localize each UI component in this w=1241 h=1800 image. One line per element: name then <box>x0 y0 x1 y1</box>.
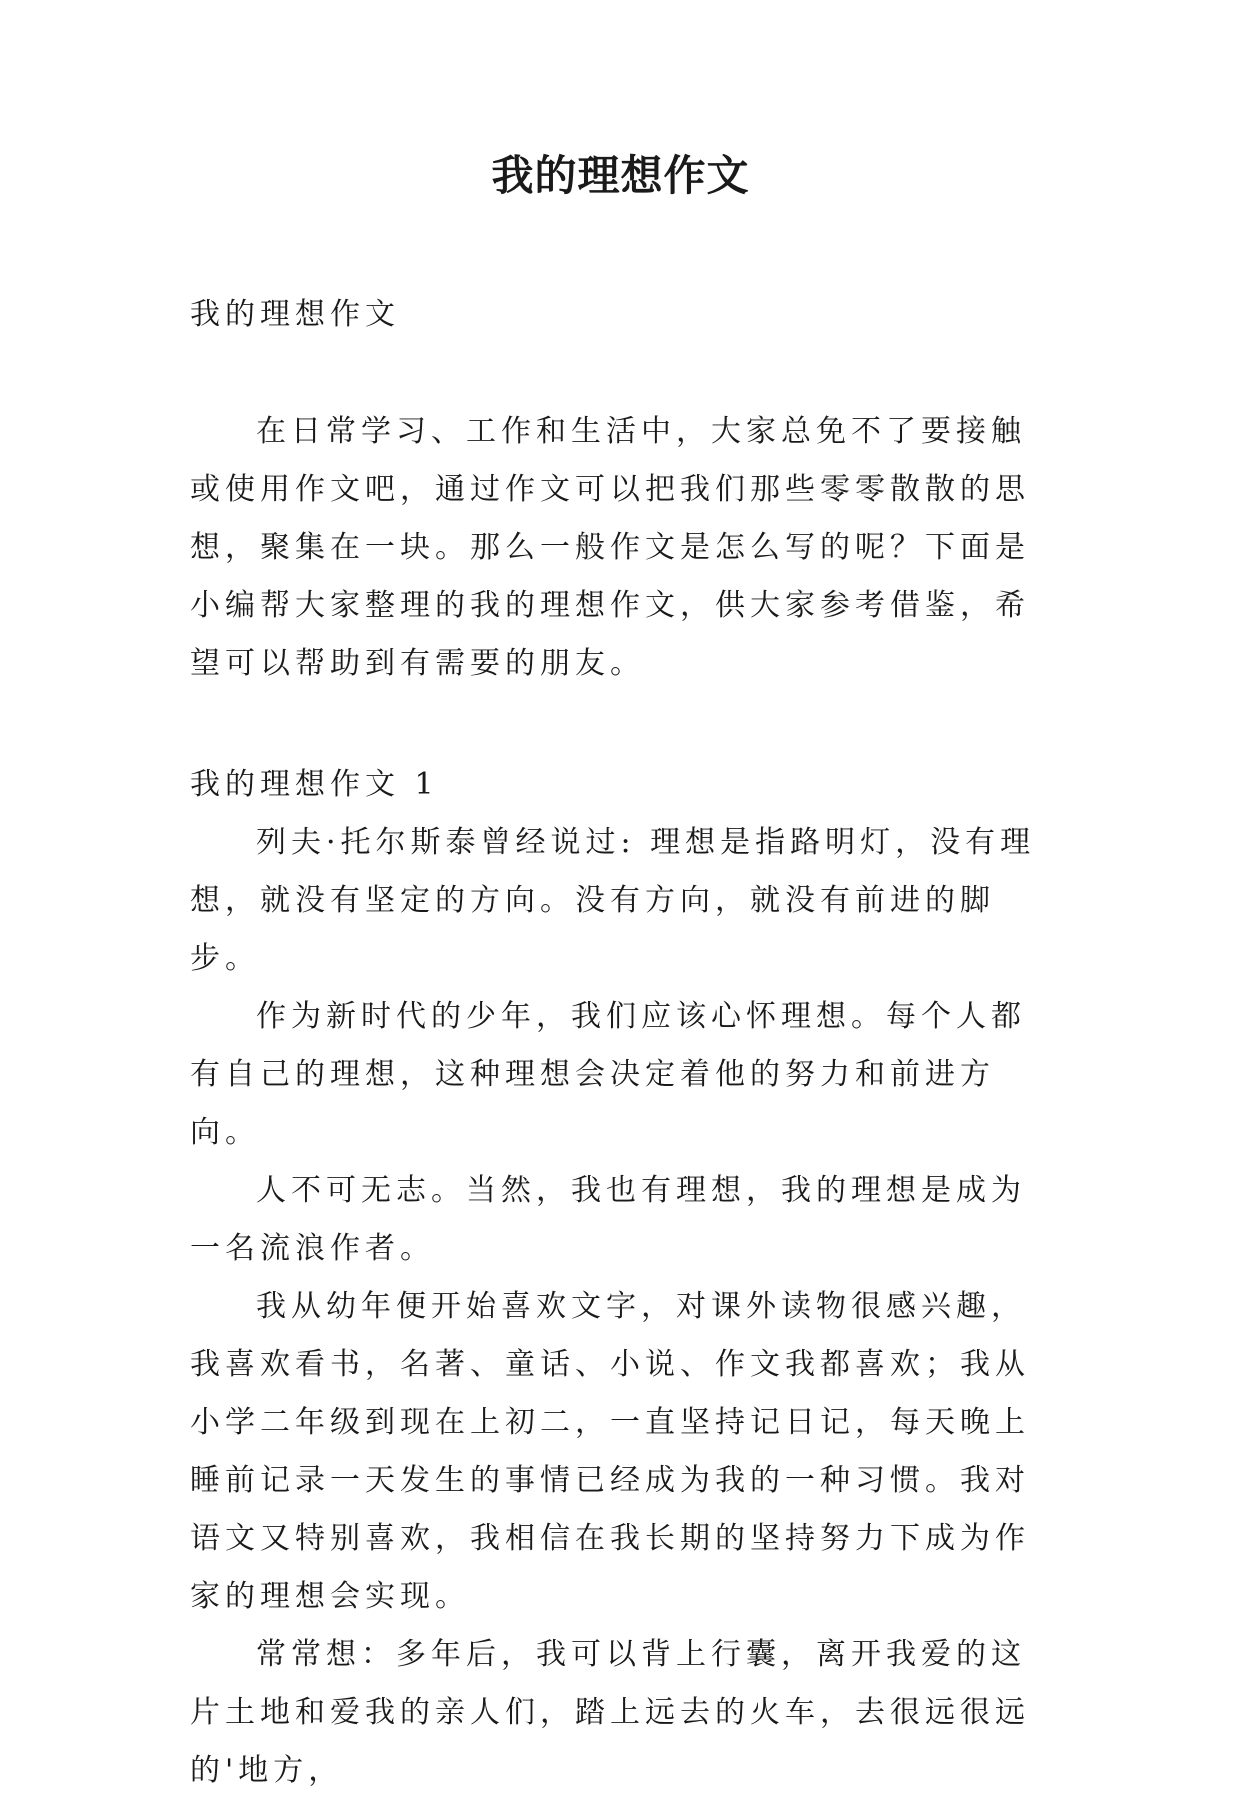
paragraph-ambition: 人不可无志。当然，我也有理想，我的理想是成为一名流浪作者。 <box>190 1173 1026 1266</box>
paragraph-quote: 列夫·托尔斯泰曾经说过: 理想是指路明灯，没有理想，就没有坚定的方向。没有方向，就没有前进的脚步。 <box>190 825 1036 976</box>
paragraph-reading: 我从幼年便开始喜欢文字，对课外读物很感兴趣，我喜欢看书，名著、童话、小说、作文我都喜欢；我从小学二年级到现在上初二，一直坚持记日记，每天晚上睡前记录一天发生的事情已经成为我的一种习惯。我对语文又特别喜欢，我相信在我长期的坚持努力下成为作家的理想会实现。 <box>190 1289 1030 1614</box>
page-title: 我的理想作文 <box>491 151 750 200</box>
paragraph-youth: 作为新时代的少年，我们应该心怀理想。每个人都有自己的理想，这种理想会决定着他的努力和前进方向。 <box>190 999 1026 1150</box>
section-heading: 我的理想作文 1 <box>190 767 439 802</box>
intro-paragraph: 在日常学习、工作和生活中，大家总免不了要接触或使用作文吧，通过作文可以把我们那些零零散散的思想，聚集在一块。那么一般作文是怎么写的呢？下面是小编帮大家整理的我的理想作文，供大家参考借鉴，希望可以帮助到有需要的朋友。 <box>190 414 1030 681</box>
document-subtitle: 我的理想作文 <box>190 297 400 332</box>
paragraph-dream: 常常想：多年后，我可以背上行囊，离开我爱的这片土地和爱我的亲人们，踏上远去的火车，去很远很远的'地方， <box>190 1637 1030 1788</box>
section-body <box>190 814 1060 1800</box>
